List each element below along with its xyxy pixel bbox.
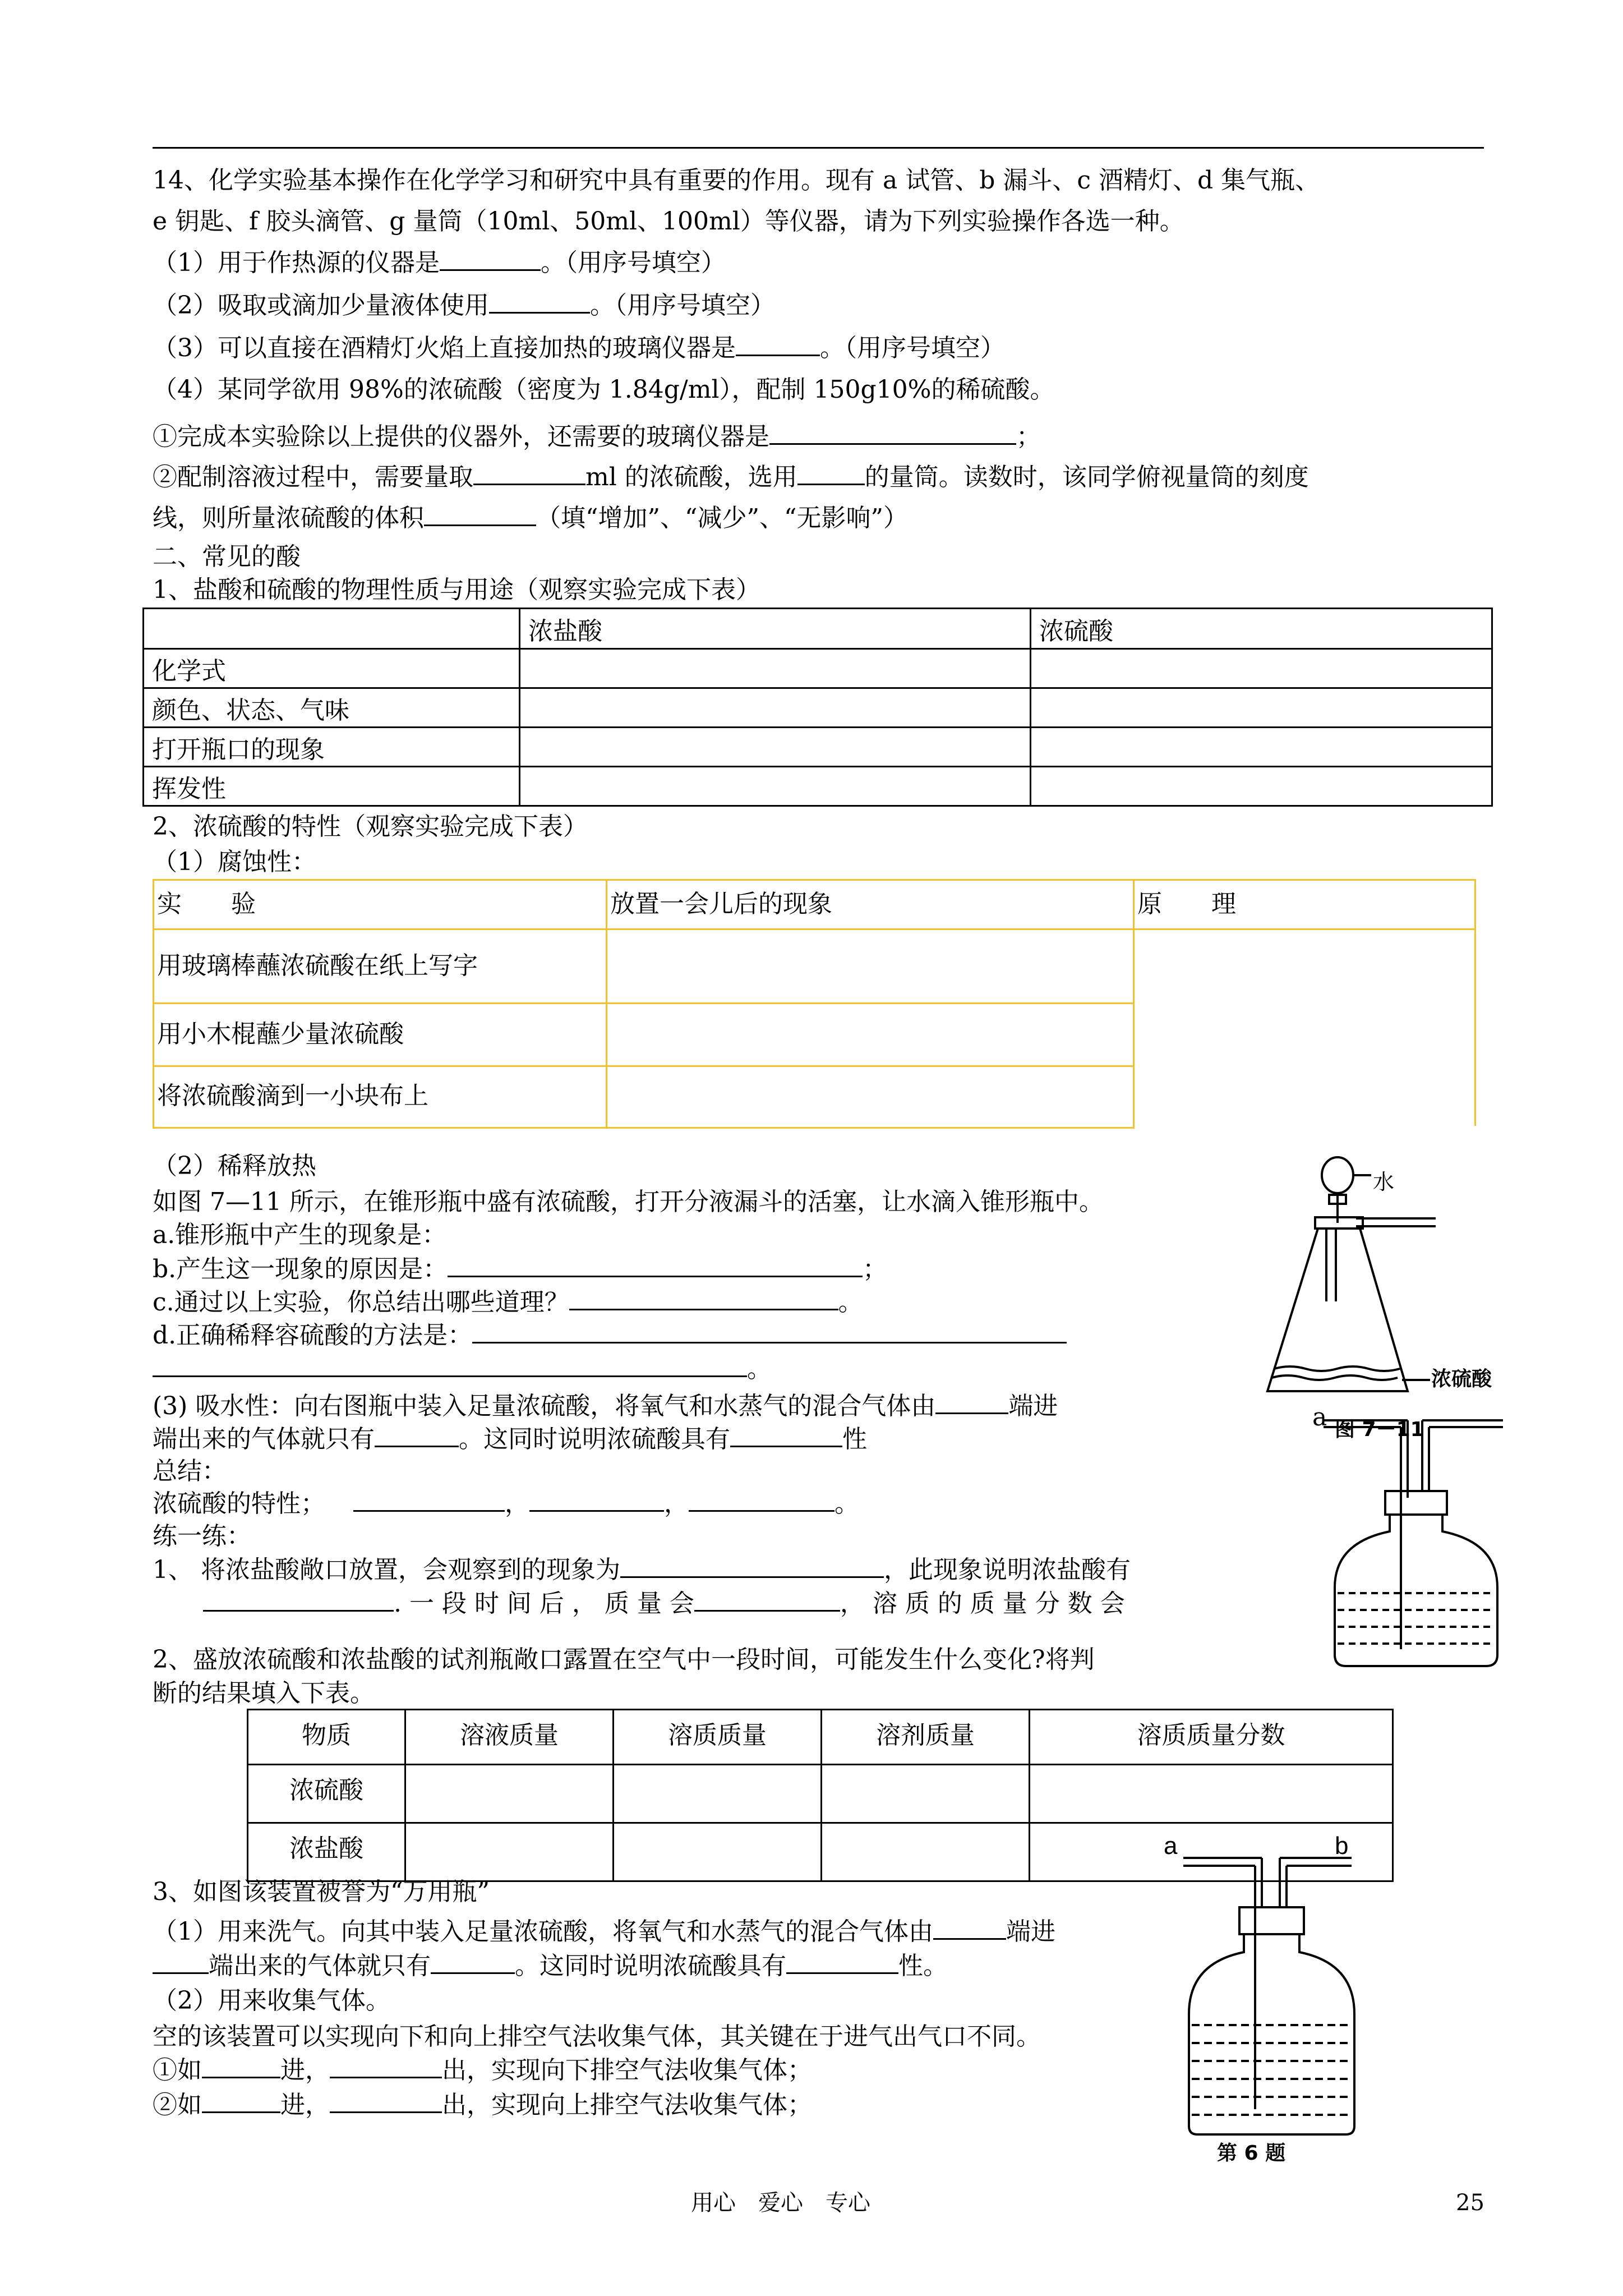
table-header: 实 验 <box>157 890 256 918</box>
answer-cell[interactable] <box>1031 728 1492 767</box>
summary-line: 浓硫酸的特性； ， ， 。 <box>153 1488 859 1519</box>
dilution-b: b.产生这一现象的原因是： ； <box>153 1253 887 1285</box>
dilution-d-cont: 。 <box>153 1353 772 1384</box>
dilution-title: （2）稀释放热 <box>153 1152 316 1180</box>
dilution-intro: 如图 7—11 所示，在锥形瓶中盛有浓硫酸，打开分液漏斗的活塞，让水滴入锥形瓶中。 <box>153 1188 1104 1216</box>
answer-blank[interactable] <box>375 1423 459 1447</box>
answer-cell[interactable] <box>520 688 1031 728</box>
table-header: 浓盐酸 <box>520 609 1031 649</box>
answer-blank[interactable] <box>424 502 536 526</box>
answer-blank[interactable] <box>736 332 820 356</box>
bottle-wash-line1: （1）用来洗气。向其中装入足量浓硫酸，将氧气和水蒸气的混合气体由 端进 <box>153 1916 1055 1947</box>
answer-blank[interactable] <box>202 2089 280 2113</box>
bottle-collect-1: ①如 进， 出，实现向下排空气法收集气体； <box>153 2054 812 2086</box>
q14-part1: （1）用于作热源的仪器是 。（用序号填空） <box>153 247 726 278</box>
answer-blank[interactable] <box>203 1588 394 1612</box>
row-label: 挥发性 <box>144 767 520 806</box>
answer-cell[interactable] <box>1031 649 1492 688</box>
answer-blank[interactable] <box>689 1488 834 1512</box>
table-header: 溶质质量 <box>614 1710 822 1765</box>
answer-blank[interactable] <box>153 1950 209 1974</box>
row-label: 浓盐酸 <box>248 1823 405 1881</box>
q14-part2: （2）吸取或滴加少量液体使用 。（用序号填空） <box>153 289 775 321</box>
answer-cell[interactable] <box>1031 767 1492 806</box>
bottle-title: 3、如图该装置被誉为“万用瓶” <box>153 1878 490 1906</box>
table-header <box>144 609 520 649</box>
header-rule <box>153 147 1484 149</box>
bottle-collect-title: （2）用来收集气体。 <box>153 1986 390 2015</box>
table-header: 物质 <box>248 1710 405 1765</box>
row-label: 用小木棍蘸少量浓硫酸 <box>157 1020 404 1048</box>
q14-sub2: ②配制溶液过程中，需要量取 ml 的浓硫酸，选用 的量筒。读数时，该同学俯视量筒的刻度 <box>153 461 1309 493</box>
answer-blank[interactable] <box>730 1423 842 1447</box>
answer-blank[interactable] <box>569 1286 838 1310</box>
gas-bottle-figure <box>1324 1408 1503 1672</box>
table-header: 溶剂质量 <box>822 1710 1030 1765</box>
answer-cell[interactable] <box>520 728 1031 767</box>
q14-line1: 14、化学实验基本操作在化学学习和研究中具有重要的作用。现有 a 试管、b 漏斗、c 酒精灯、d 集气瓶、 <box>153 166 1320 195</box>
row-label: 化学式 <box>144 649 520 688</box>
answer-blank[interactable] <box>202 2054 280 2078</box>
section-title: 二、常见的酸 <box>153 542 301 571</box>
answer-blank[interactable] <box>769 421 1016 445</box>
answer-blank[interactable] <box>933 1916 1006 1940</box>
page-number: 25 <box>1456 2190 1484 2216</box>
table-header: 溶质质量分数 <box>1030 1710 1393 1765</box>
figure-label-a: a <box>1312 1403 1327 1432</box>
answer-cell[interactable] <box>1031 688 1492 728</box>
row-label: 颜色、状态、气味 <box>144 688 520 728</box>
answer-cell[interactable] <box>520 649 1031 688</box>
figure-caption: 图 7－11 <box>1335 1418 1424 1441</box>
answer-cell[interactable] <box>822 1765 1030 1823</box>
figure-acid-label: 浓硫酸 <box>1431 1368 1492 1391</box>
answer-cell[interactable] <box>822 1823 1030 1881</box>
dilution-a: a.锥形瓶中产生的现象是： <box>153 1221 447 1249</box>
practice-q1-line1: 1、 将浓盐酸敞口放置，会观察到的现象为 ，此现象说明浓盐酸有 <box>153 1554 1131 1585</box>
answer-blank[interactable] <box>330 2054 442 2078</box>
figure6-label-b: b <box>1335 1832 1349 1860</box>
table-header: 溶液质量 <box>405 1710 614 1765</box>
answer-blank[interactable] <box>473 461 585 485</box>
row-label: 浓硫酸 <box>248 1765 405 1823</box>
figure-water-label: 水 <box>1373 1170 1395 1194</box>
corrosive-title: （1）腐蚀性： <box>153 848 316 876</box>
answer-blank[interactable] <box>694 1588 840 1612</box>
summary-title: 总结： <box>153 1457 227 1485</box>
answer-blank[interactable] <box>786 1950 898 1974</box>
table-corrosive <box>153 879 1476 1129</box>
answer-cell[interactable] <box>405 1765 614 1823</box>
table-header: 浓硫酸 <box>1031 609 1492 649</box>
table-header: 放置一会儿后的现象 <box>610 890 832 918</box>
answer-blank[interactable] <box>153 1353 747 1377</box>
answer-blank[interactable] <box>353 1488 505 1512</box>
answer-blank[interactable] <box>620 1554 884 1578</box>
answer-blank[interactable] <box>489 289 590 314</box>
absorb-line2: 端出来的气体就只有 。这同时说明浓硫酸具有 性 <box>153 1423 867 1455</box>
practice-q2-line1: 2、盛放浓硫酸和浓盐酸的试剂瓶敞口露置在空气中一段时间，可能发生什么变化?将判 <box>153 1645 1095 1674</box>
q14-part4: （4）某同学欲用 98%的浓硫酸（密度为 1.84g/ml），配制 150g10%的稀硫酸。 <box>153 375 1055 404</box>
q14-sub3: 线，则所量浓硫酸的体积 （填“增加”、“减少”、“无影响”） <box>153 502 908 533</box>
answer-cell[interactable] <box>520 767 1031 806</box>
q14-part3: （3）可以直接在酒精灯火焰上直接加热的玻璃仪器是 。（用序号填空） <box>153 332 1005 364</box>
answer-cell[interactable] <box>614 1823 822 1881</box>
practice-q2-line2: 断的结果填入下表。 <box>153 1679 375 1708</box>
table-header: 原 理 <box>1137 890 1236 918</box>
q14-line2: e 钥匙、f 胶头滴管、g 量筒（10ml、50ml、100ml）等仪器，请为下列实验操作各选一种。 <box>153 207 1184 236</box>
q14-sub1: ①完成本实验除以上提供的仪器外，还需要的玻璃仪器是 ； <box>153 421 1041 452</box>
practice-q1-line2: . 一 段 时 间 后 ， 质 量 会 ， 溶 质 的 质 量 分 数 会 <box>203 1588 1125 1619</box>
table-physical-properties <box>142 608 1493 807</box>
answer-cell[interactable] <box>1030 1765 1393 1823</box>
row-label: 用玻璃棒蘸浓硫酸在纸上写字 <box>157 951 478 980</box>
practice-title: 练一练： <box>153 1522 251 1550</box>
answer-blank[interactable] <box>472 1319 1067 1343</box>
answer-blank[interactable] <box>440 247 541 271</box>
bottle-collect-2: ②如 进， 出，实现向上排空气法收集气体； <box>153 2089 812 2120</box>
dilution-c: c.通过以上实验，你总结出哪些道理？ 。 <box>153 1286 863 1318</box>
figure6-caption: 第 6 题 <box>1217 2142 1286 2165</box>
answer-cell[interactable] <box>405 1823 614 1881</box>
answer-blank[interactable] <box>529 1488 664 1512</box>
footer-center: 用心 爱心 专心 <box>691 2190 870 2216</box>
answer-blank[interactable] <box>797 461 865 485</box>
answer-blank[interactable] <box>935 1390 1008 1414</box>
answer-blank[interactable] <box>431 1950 515 1974</box>
subsection-2: 2、浓硫酸的特性（观察实验完成下表） <box>153 812 588 841</box>
answer-cell[interactable] <box>614 1765 822 1823</box>
row-label: 将浓硫酸滴到一小块布上 <box>157 1082 428 1110</box>
answer-blank[interactable] <box>448 1253 863 1277</box>
universal-bottle-figure <box>1183 1846 1368 2137</box>
row-label: 打开瓶口的现象 <box>144 728 520 767</box>
dilution-d: d.正确稀释容硫酸的方法是： <box>153 1319 1067 1351</box>
bottle-wash-line2: 端出来的气体就只有 。这同时说明浓硫酸具有 性。 <box>153 1950 948 1981</box>
subsection-1: 1、盐酸和硫酸的物理性质与用途（观察实验完成下表） <box>153 576 760 604</box>
answer-blank[interactable] <box>330 2089 442 2113</box>
figure6-label-a: a <box>1164 1832 1178 1860</box>
absorb-line1: (3) 吸水性：向右图瓶中装入足量浓硫酸，将氧气和水蒸气的混合气体由 端进 <box>153 1390 1058 1421</box>
bottle-collect-line: 空的该装置可以实现向下和向上排空气法收集气体，其关键在于进气出气口不同。 <box>153 2022 1041 2051</box>
